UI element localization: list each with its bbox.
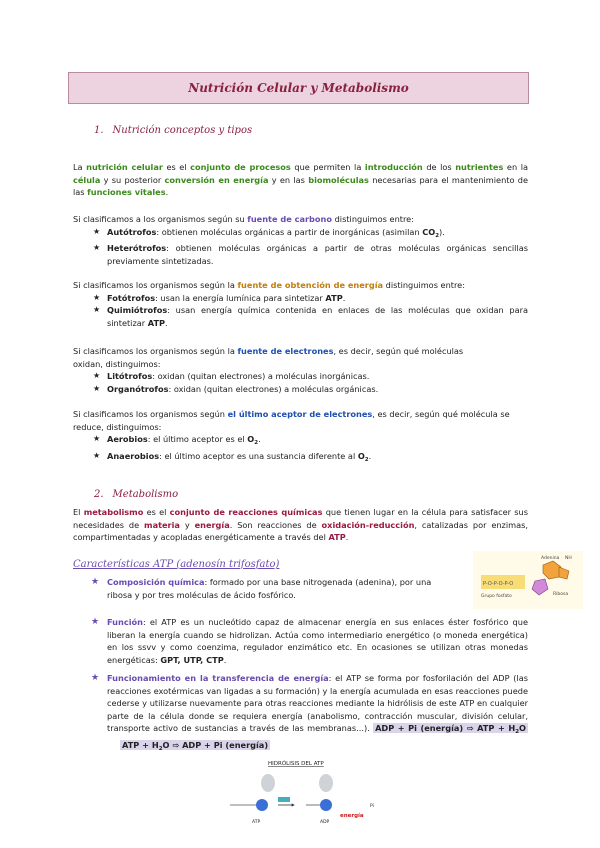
text: ). <box>439 226 445 237</box>
text: : obtienen moléculas orgánicas a partir de otras moléculas orgánicas sencillas previamente sintetizadas. <box>107 243 528 266</box>
text: . <box>223 654 227 665</box>
list <box>73 616 528 755</box>
text: : formado por una base nitrogenada (adenina), por una ribosa y por tres moléculas de ácido fosfórico. <box>107 577 432 600</box>
text: . Son reacciones de <box>229 519 322 530</box>
text: . <box>258 434 261 444</box>
subscript: 2 <box>435 232 440 239</box>
text: es el <box>162 162 191 172</box>
term: biomoléculas <box>308 174 369 185</box>
text: , es decir, según qué moléculas oxidan, distinguimos: <box>73 346 464 369</box>
electron-source-block <box>73 345 528 395</box>
term: el último aceptor de electrones <box>227 409 373 419</box>
term: célula <box>73 174 101 185</box>
text: : el último aceptor es el <box>147 434 248 444</box>
text: de los <box>422 162 456 172</box>
adenine-icon <box>261 774 275 792</box>
adp-label: ADP <box>320 820 330 825</box>
section-number: 1. <box>94 125 104 136</box>
term: metabolismo <box>83 507 144 517</box>
page-title: Nutrición Celular y Metabolismo <box>188 80 409 95</box>
text: distinguimos entre: <box>383 280 465 290</box>
item-term: Heterótrofos <box>107 243 167 253</box>
intro-paragraph <box>73 161 528 199</box>
term: conjunto de reacciones químicas <box>169 507 323 517</box>
text: . <box>368 450 372 461</box>
list-item <box>91 616 528 666</box>
text: , es decir, según qué molécula se reduce, distinguimos: <box>73 409 510 432</box>
electron-acceptor-block <box>73 408 528 466</box>
hydrolysis-title: HIDRÓLISIS DEL ATP <box>268 761 324 767</box>
subscript: 2 <box>254 440 259 446</box>
list-item <box>93 383 528 396</box>
carbon-source-block <box>73 213 528 267</box>
text: y en las <box>268 174 309 185</box>
term: materia <box>144 519 180 530</box>
formula: CO <box>422 226 436 237</box>
formula: O <box>247 434 255 444</box>
text: Si clasificamos los organismos según la <box>73 280 238 290</box>
list <box>73 292 528 330</box>
ribose-label: Ribosa <box>553 592 569 597</box>
text: distinguimos entre: <box>332 214 414 224</box>
pi-label: Pi <box>370 804 374 809</box>
term: fuente de electrones <box>237 346 334 356</box>
term: ATP <box>325 292 343 303</box>
text: : el ATP es un nucleótido capaz de almacenar energía en sus enlaces éster fosfórico que liberan la energía cuando se hidrolizan. Actúa como intermediario energético (o moneda energética) en los ssvv y como coenzima, regulador enzimático etc. En ocasiones se utilizan otras monedas energéticas: <box>107 617 528 665</box>
text: . <box>165 187 169 197</box>
list <box>73 370 528 395</box>
title-box <box>68 72 529 104</box>
text: El <box>73 507 84 517</box>
text: que permiten la <box>290 162 365 172</box>
list-item <box>93 226 528 243</box>
item-term: Aerobios <box>107 434 148 444</box>
text: y <box>179 519 195 530</box>
term: ATP <box>328 532 346 542</box>
item-term: Quimiótrofos <box>107 305 168 315</box>
text: : obtienen moléculas orgánicas a partir de inorgánicas (asimilan <box>156 226 423 237</box>
text: que tienen lugar en la célula para satisfacer sus necesidades de <box>73 507 528 530</box>
amino-label: NH <box>565 556 572 561</box>
equation-synthesis <box>373 723 528 733</box>
section-1-heading <box>94 125 252 138</box>
atp-structure-figure <box>473 551 583 609</box>
list-item <box>93 450 528 467</box>
list-item <box>93 370 528 383</box>
text: , catalizadas por enzimas, compartimentadas y acopladas energéticamente a través del <box>73 519 528 542</box>
item-term: Anaerobios <box>107 450 160 461</box>
subscript: 2 <box>515 729 520 735</box>
text: . <box>342 292 346 303</box>
text: : usan la energía lumínica para sintetizar <box>155 292 326 303</box>
term: oxidación-reducción <box>321 519 415 530</box>
item-term: Organótrofos <box>107 383 169 394</box>
atp-characteristics <box>73 576 528 607</box>
text: La <box>73 162 87 172</box>
lead <box>73 279 528 292</box>
term: energía <box>194 519 230 530</box>
section-title: Nutrición conceptos y tipos <box>112 125 253 136</box>
text: Si clasificamos a los organismos según su <box>73 214 248 224</box>
text: : oxidan (quitan electrones) a moléculas inorgánicas. <box>152 371 370 381</box>
text: : oxidan (quitan electrones) a moléculas orgánicas. <box>168 383 379 394</box>
section-2-heading <box>94 489 178 502</box>
text: Si clasificamos los organismos según la <box>73 346 238 356</box>
equation-hydrolysis <box>120 740 270 750</box>
phosphate-chain-icon: P-O-P-O-P-O <box>483 581 514 587</box>
text: necesarias para el mantenimiento de las <box>73 174 528 197</box>
text: en la <box>503 162 528 172</box>
term: conjunto de procesos <box>190 162 291 172</box>
text: O <box>519 723 526 733</box>
list-item <box>93 292 528 305</box>
section-title: Metabolismo <box>112 489 179 500</box>
term: GPT, UTP, CTP <box>160 654 224 665</box>
list <box>73 576 528 601</box>
list-item <box>91 576 442 601</box>
lead <box>73 345 483 370</box>
section-number: 2. <box>94 489 104 500</box>
item-term: Función <box>107 617 143 627</box>
atp-characteristics-2 <box>73 616 528 761</box>
item-term: Litótrofos <box>107 371 153 381</box>
metabolism-paragraph <box>73 506 528 544</box>
text: : el ATP se forma por fosforilación del ADP (las reacciones exotérmicas van ligadas a su formación) y la energía acumulada en esas reacciones puede cederse y utilizarse nuevamente para otras reacciones mediante la hidrólisis de este ATP en cualquier parte de la célula donde se requiera energía (anabolismo, contracción muscular, división celular, transporte activo de sustancias a través de las membranas...). <box>107 673 528 733</box>
ribose-icon <box>320 799 332 811</box>
text: : el último aceptor es una sustancia diferente al <box>159 450 358 461</box>
item-term: Fotótrofos <box>107 292 156 303</box>
term: fuente de carbono <box>247 214 332 224</box>
phosphate-label: Grupo fosfato <box>481 594 512 599</box>
text: Si clasificamos los organismos según <box>73 409 228 419</box>
atp-subheading: Características ATP (adenosín trifosfato) <box>73 559 280 570</box>
term: nutrientes <box>455 162 504 172</box>
water-icon <box>278 797 290 802</box>
list-item <box>93 304 528 329</box>
term: introducción <box>364 162 423 172</box>
text: O ⇨ ADP + Pi (energía) <box>162 739 269 750</box>
item-term: Autótrofos <box>107 226 157 237</box>
text: . <box>165 317 168 328</box>
term: conversión en energía <box>164 174 269 185</box>
list-item <box>91 672 528 755</box>
lead <box>73 213 528 226</box>
term: fuente de obtención de energía <box>237 280 384 290</box>
item-term: Funcionamiento en la transferencia de energía <box>107 673 329 683</box>
term: funciones vitales <box>87 187 166 197</box>
list-item <box>93 433 528 450</box>
list <box>73 226 528 268</box>
ribose-icon <box>256 799 268 811</box>
adenine-icon <box>319 774 333 792</box>
text: y su posterior <box>100 174 165 185</box>
atp-label: ATP <box>252 820 261 825</box>
text: . <box>345 532 349 542</box>
subscript: 2 <box>364 456 369 463</box>
list-item <box>93 242 528 267</box>
list <box>73 433 528 466</box>
formula: O <box>357 450 365 461</box>
energy-source-block <box>73 279 528 329</box>
text: es el <box>143 507 170 517</box>
subscript: 2 <box>158 745 163 752</box>
text: ADP + Pi (energía) ⇨ ATP + H <box>375 723 516 733</box>
energy-label: energía <box>340 813 364 819</box>
adenine-label: Adenina <box>541 556 560 561</box>
term: nutrición celular <box>86 162 163 172</box>
item-term: Composición química <box>107 577 205 587</box>
term: ATP <box>147 317 166 328</box>
text: ATP + H <box>122 739 159 750</box>
text: : usan energía química contenida en enlaces de las moléculas que oxidan para sintetizar <box>107 305 528 328</box>
atp-hydrolysis-figure <box>222 757 382 829</box>
lead <box>73 408 528 433</box>
